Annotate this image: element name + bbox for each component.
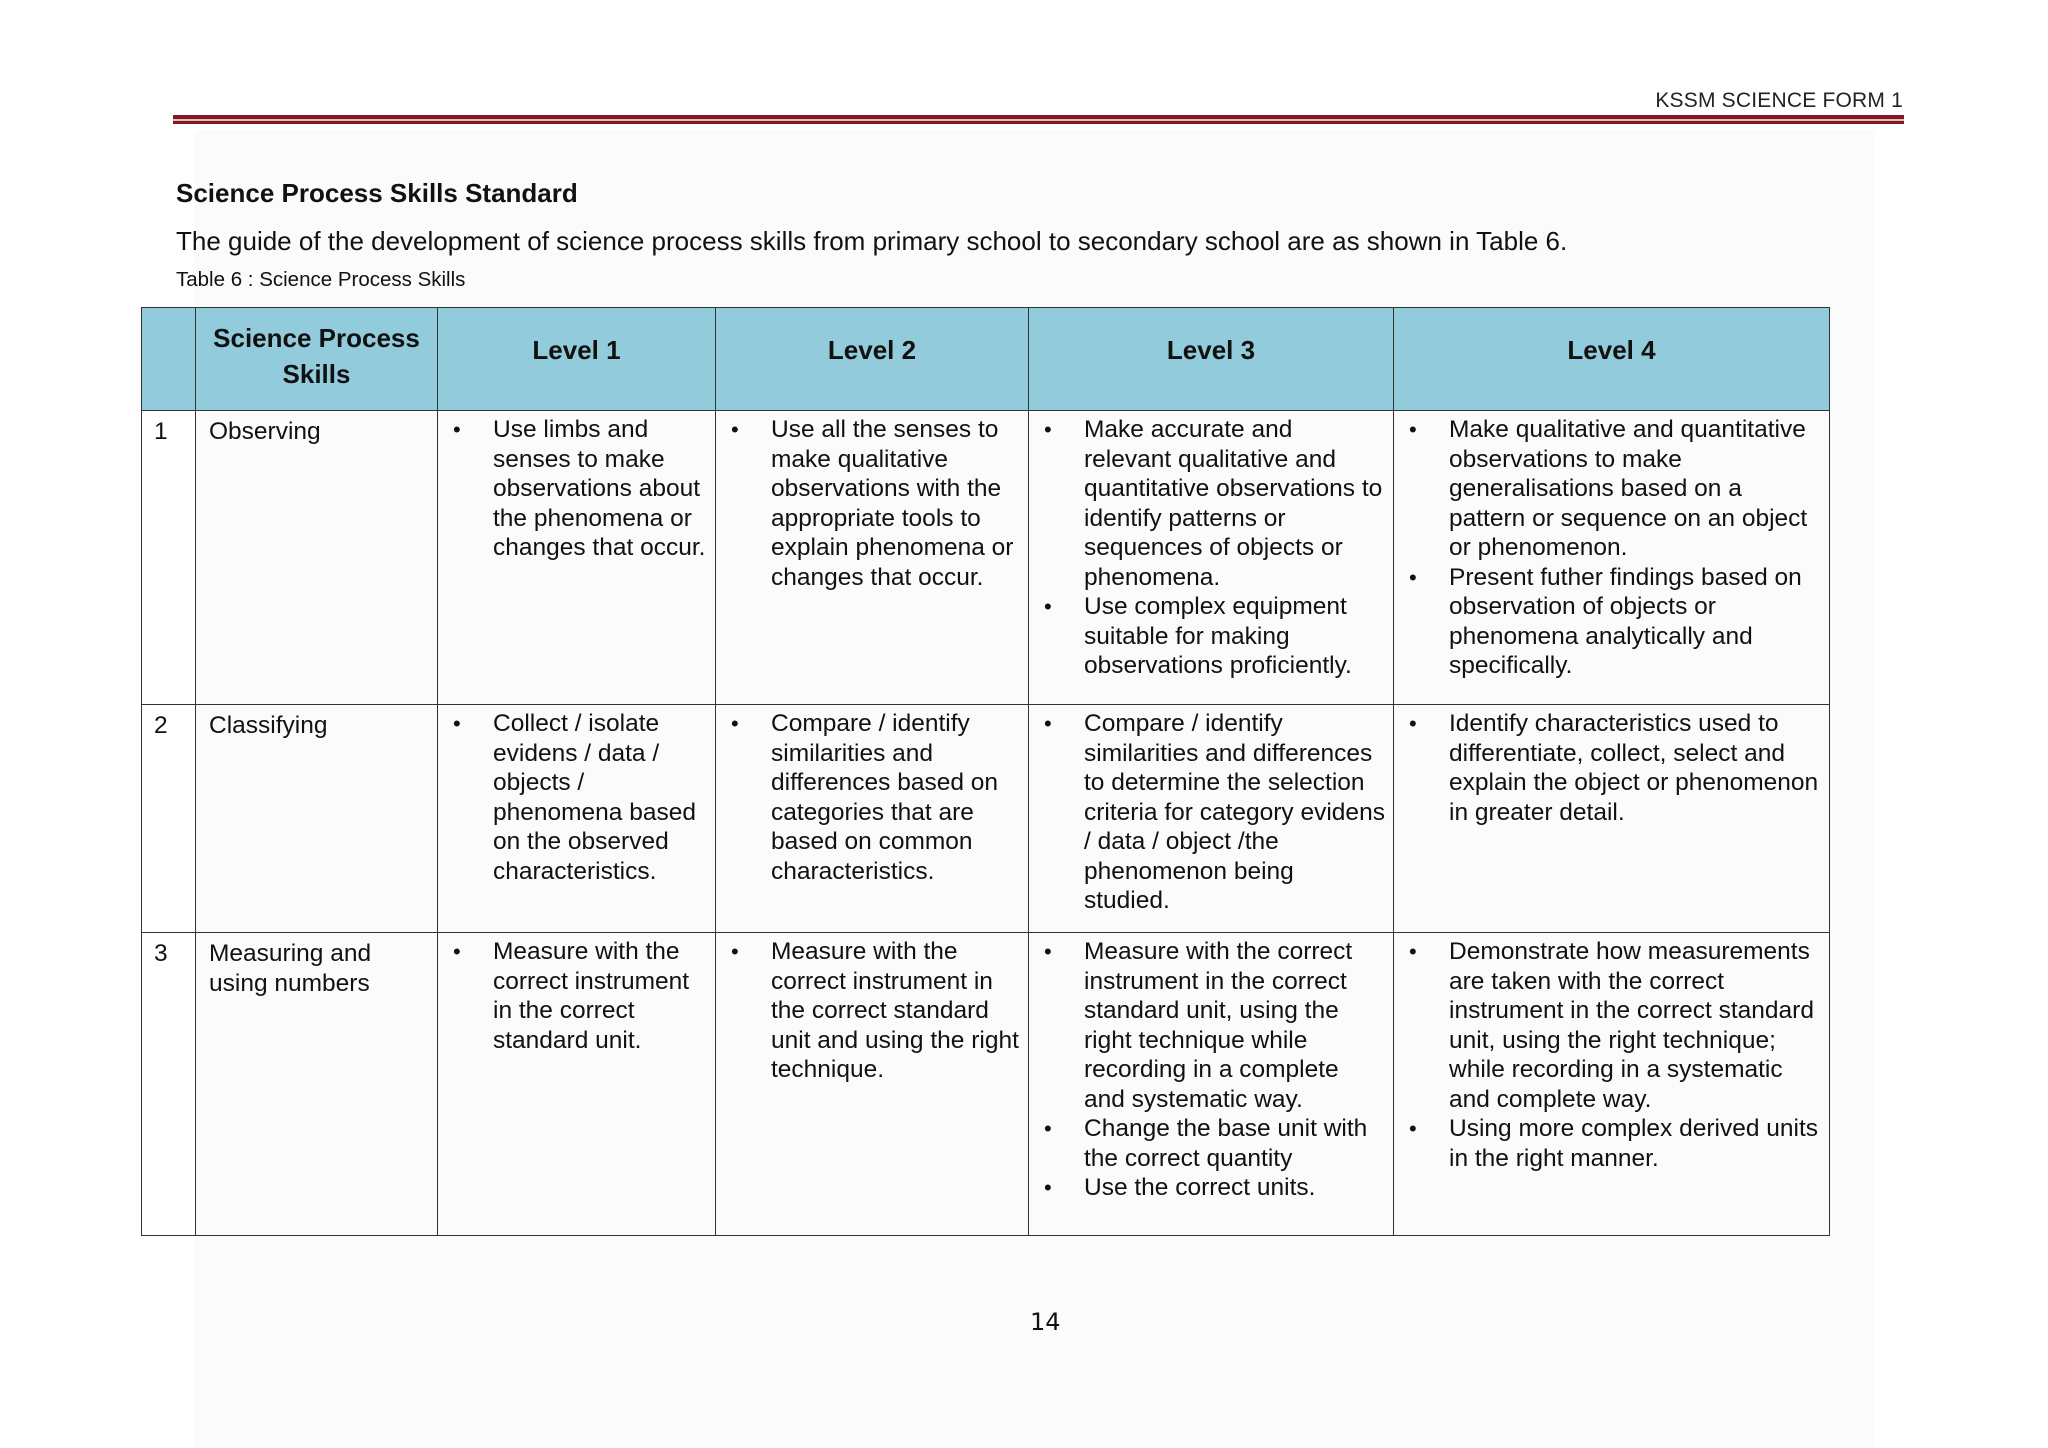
level-descriptor-list <box>724 415 1020 592</box>
level-descriptor: • Make qualitative and quantitative observations to make generalisations based on a pattern or sequence on an object or phenomenon. <box>1402 415 1821 563</box>
header-cell-level-3: Level 3 <box>1029 308 1394 411</box>
level-descriptor: • Present futher findings based on observation of objects or phenomena analytically and specifically. <box>1402 563 1821 681</box>
level-descriptor: • Make accurate and relevant qualitative and quantitative observations to identify patterns or sequences of objects or phenomena. <box>1037 415 1385 592</box>
level-descriptor: • Use limbs and senses to make observations about the phenomena or changes that occur. <box>446 415 707 563</box>
header-rule <box>173 115 1904 124</box>
level-descriptor-list <box>1402 709 1821 827</box>
header-cell-level-1: Level 1 <box>438 308 716 411</box>
header-cell-skill: Science Process Skills <box>196 308 438 411</box>
skill-name: Measuring and using numbers <box>196 933 438 1236</box>
table-header-row <box>142 308 1830 411</box>
science-process-skills-table <box>141 307 1830 1236</box>
row-number: 3 <box>142 933 196 1236</box>
level-4-cell <box>1394 411 1830 705</box>
level-3-cell <box>1029 933 1394 1236</box>
level-descriptor: • Use the correct units. <box>1037 1173 1385 1203</box>
table-row <box>142 705 1830 933</box>
level-descriptor-list <box>1402 415 1821 681</box>
level-2-cell <box>716 411 1029 705</box>
section-title: Science Process Skills Standard <box>176 178 578 208</box>
level-descriptor: • Use complex equipment suitable for making observations proficiently. <box>1037 592 1385 681</box>
level-descriptor: • Change the base unit with the correct quantity <box>1037 1114 1385 1173</box>
level-descriptor: • Measure with the correct instrument in the correct standard unit, using the right technique while recording in a complete and systematic way. <box>1037 937 1385 1114</box>
level-descriptor-list <box>724 709 1020 886</box>
header-cell-number <box>142 308 196 411</box>
table-caption: Table 6 : Science Process Skills <box>176 268 466 291</box>
level-4-cell <box>1394 933 1830 1236</box>
level-descriptor-list <box>1402 937 1821 1173</box>
level-1-cell <box>438 705 716 933</box>
level-4-cell <box>1394 705 1830 933</box>
intro-paragraph: The guide of the development of science process skills from primary school to secondary school are as shown in Table 6. <box>176 226 1568 256</box>
level-descriptor-list <box>1037 709 1385 916</box>
level-descriptor: • Measure with the correct instrument in the correct standard unit and using the right technique. <box>724 937 1020 1085</box>
level-descriptor: • Compare / identify similarities and differences based on categories that are based on common characteristics. <box>724 709 1020 886</box>
level-1-cell <box>438 933 716 1236</box>
skill-name: Classifying <box>196 705 438 933</box>
row-number: 2 <box>142 705 196 933</box>
page-number: 14 <box>1030 1308 1061 1336</box>
level-3-cell <box>1029 705 1394 933</box>
level-descriptor: • Collect / isolate evidens / data / objects / phenomena based on the observed characteristics. <box>446 709 707 886</box>
level-descriptor-list <box>446 937 707 1055</box>
table-row <box>142 933 1830 1236</box>
running-header: KSSM SCIENCE FORM 1 <box>1655 89 1903 112</box>
level-descriptor: • Compare / identify similarities and differences to determine the selection criteria for category evidens / data / object /the phenomenon being studied. <box>1037 709 1385 916</box>
level-3-cell <box>1029 411 1394 705</box>
level-descriptor: • Identify characteristics used to differentiate, collect, select and explain the object or phenomenon in greater detail. <box>1402 709 1821 827</box>
level-1-cell <box>438 411 716 705</box>
skill-name: Observing <box>196 411 438 705</box>
level-descriptor-list <box>724 937 1020 1085</box>
level-descriptor: • Using more complex derived units in the right manner. <box>1402 1114 1821 1173</box>
level-descriptor-list <box>446 415 707 563</box>
level-descriptor: • Use all the senses to make qualitative observations with the appropriate tools to explain phenomena or changes that occur. <box>724 415 1020 592</box>
level-descriptor: • Measure with the correct instrument in the correct standard unit. <box>446 937 707 1055</box>
row-number: 1 <box>142 411 196 705</box>
level-descriptor-list <box>1037 415 1385 681</box>
table-row <box>142 411 1830 705</box>
level-2-cell <box>716 933 1029 1236</box>
level-descriptor: • Demonstrate how measurements are taken with the correct instrument in the correct standard unit, using the right technique; while recording in a systematic and complete way. <box>1402 937 1821 1114</box>
level-descriptor-list <box>446 709 707 886</box>
header-cell-level-4: Level 4 <box>1394 308 1830 411</box>
header-cell-level-2: Level 2 <box>716 308 1029 411</box>
level-2-cell <box>716 705 1029 933</box>
level-descriptor-list <box>1037 937 1385 1203</box>
